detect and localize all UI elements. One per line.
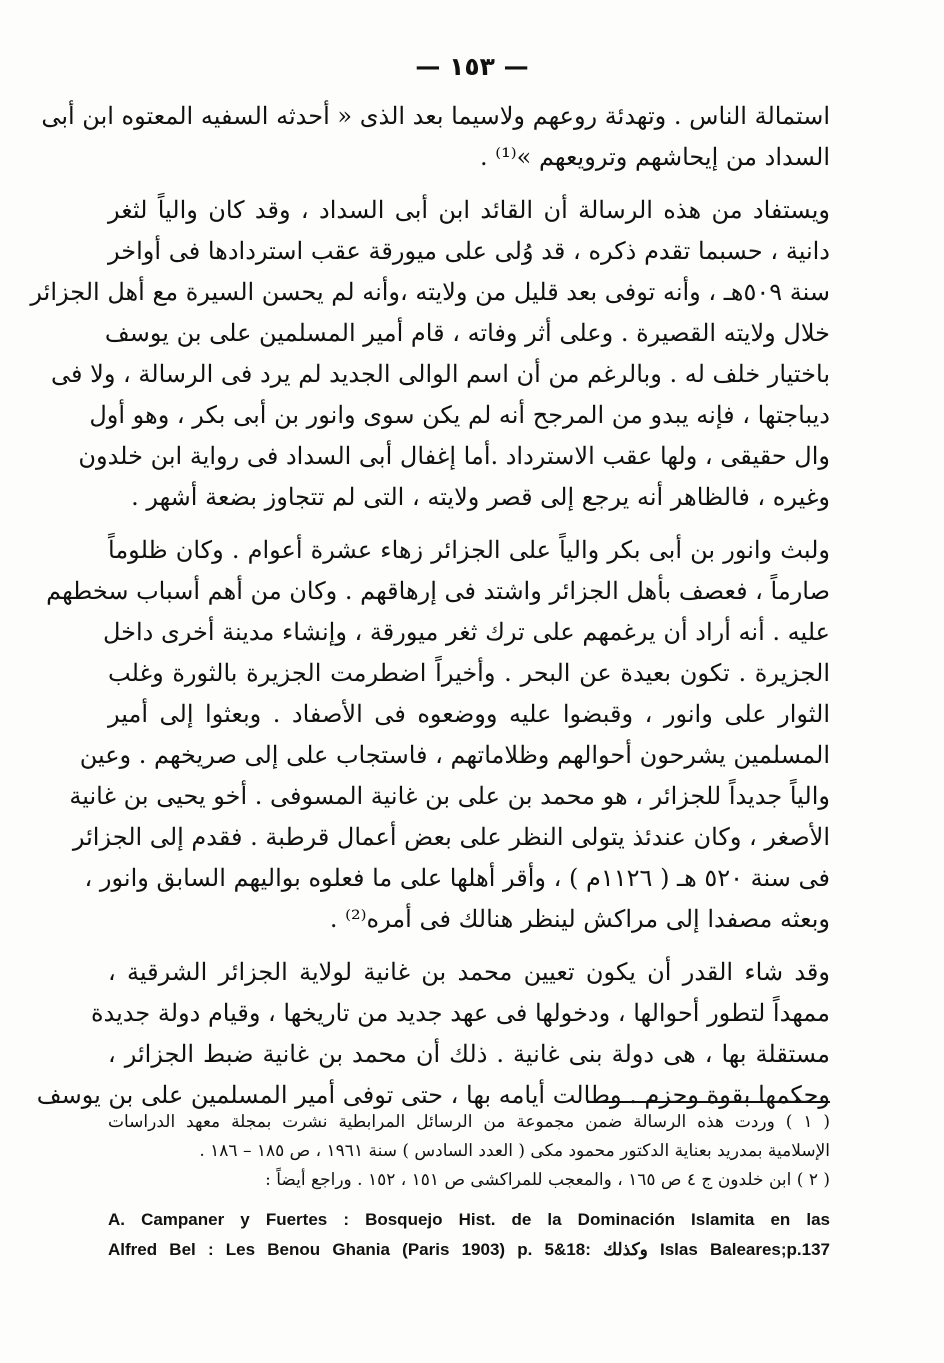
text-line: الثوار على وانور ، وقبضوا عليه ووضعوه فى الأصفاد . وبعثوا إلى أمير: [108, 700, 830, 728]
text-line: الأصغر ، وكان عندئذ يتولى النظر على بعض أعمال قرطبة . فقدم إلى الجزائر: [72, 823, 830, 851]
body-text: [30, 96, 830, 1116]
latin-reference-line: Alfred Bel : Les Benou Ghania (Paris 1903) p. 5&18: وكذلك Islas Baleares;p.137: [108, 1240, 831, 1259]
paragraph-gap: [108, 940, 830, 952]
footnote-line: ( ٢ ) ابن خلدون ج ٤ ص ١٦٥ ، والمعجب للمراكشى ص ١٥١ ، ١٥٢ . وراجع أيضاً :: [265, 1170, 830, 1190]
paragraph-gap: [108, 178, 830, 190]
paragraph: [36, 952, 830, 1116]
text-line: ويستفاد من هذه الرسالة أن القائد ابن أبى السداد ، وقد كان والياً لثغر: [108, 196, 830, 224]
text-line: المسلمين يشرحون أحوالهم وظلاماتهم ، فاستجاب على إلى صريخهم . وعين: [79, 741, 830, 769]
footnote-line: ( ١ ) وردت هذه الرسالة ضمن مجموعة من الرسائل المرابطية نشرت بمجلة معهد الدراسات: [108, 1112, 830, 1132]
text-line: ممهداً لتطور أحوالها ، ودخولها فى عهد جديد من تاريخها ، وقيام دولة جديدة: [90, 999, 830, 1027]
text-line: مستقلة بها ، هى دولة بنى غانية . ذلك أن محمد بن غانية ضبط الجزائر ،: [108, 1040, 830, 1068]
text-line: خلال ولايته القصيرة . وعلى أثر وفاته ، قام أمير المسلمين على بن يوسف: [104, 319, 830, 347]
text-line: وحكمها بقوة وحزم . وطالت أيامه بها ، حتى توفى أمير المسلمين على بن يوسف: [36, 1081, 830, 1109]
latin-reference-line: A. Campaner y Fuertes : Bosquejo Hist. de la Dominación Islamita en las: [108, 1210, 830, 1229]
footnote-separator: [587, 1101, 830, 1103]
text-line: الجزيرة . تكون بعيدة عن البحر . وأخيراً اضطرمت الجزيرة بالثورة وغلب: [108, 659, 830, 687]
text-line: وال حقيقى ، ولها عقب الاسترداد .أما إغفال أبى السداد فى رواية ابن خلدون: [78, 442, 830, 470]
text-line: وبعثه مصفدا إلى مراكش لينظر هنالك فى أمره⁽²⁾ .: [329, 905, 830, 933]
text-line: وغيره ، فالظاهر أنه يرجع إلى قصر ولايته ، التى لم تتجاوز بضعة أشهر .: [131, 483, 830, 511]
text-line: السداد من إيحاشهم وترويعهم »⁽¹⁾ .: [479, 143, 830, 171]
text-line: صارماً ، فعصف بأهل الجزائر واشتد فى إرهاقهم . وكان من أهم أسباب سخطهم: [46, 577, 830, 605]
paragraph-gap: [108, 518, 830, 530]
text-line: والياً جديداً للجزائر ، هو محمد بن على بن غانية المسوفى . أخو يحيى بن غانية: [69, 782, 830, 810]
footnotes: [108, 1108, 830, 1195]
text-line: ديباجتها ، فإنه يبدو من المرجح أنه لم يكن سوى وانور بن أبى بكر ، وهو أول: [89, 401, 830, 429]
text-line: استمالة الناس . وتهدئة روعهم ولاسيما بعد الذى « أحدثه السفيه المعتوه ابن أبى: [41, 102, 830, 130]
text-line: وقد شاء القدر أن يكون تعيين محمد بن غانية لولاية الجزائر الشرقية ،: [108, 958, 830, 986]
paragraph: [46, 530, 830, 940]
text-line: دانية ، حسبما تقدم ذكره ، قد وُلى على ميورقة عقب استردادها فى أواخر: [108, 237, 830, 265]
paragraph: [30, 190, 830, 518]
text-line: ولبث وانور بن أبى بكر والياً على الجزائر زهاء عشرة أعوام . وكان ظلوماً: [108, 536, 830, 564]
paragraph: [41, 96, 830, 178]
footnote-line: الإسلامية بمدريد بعناية الدكتور محمود مكى ( العدد السادس ) سنة ١٩٦١ ، ص ١٨٥ – ١٨٦ .: [199, 1141, 830, 1161]
text-line: عليه . أنه أراد أن يرغمهم على ترك ثغر ميورقة ، وإنشاء مدينة أخرى داخل: [102, 618, 830, 646]
text-line: سنة ٥٠٩هـ ، وأنه توفى بعد قليل من ولايته ،وأنه لم يحسن السيرة مع أهل الجزائر: [30, 278, 830, 306]
page-number: — ١٥٣ —: [415, 52, 529, 81]
text-line: باختيار خلف له . وبالرغم من أن اسم الوالى الجديد لم يرد فى الرسالة ، ولا فى: [51, 360, 830, 388]
text-line: فى سنة ٥٢٠ هـ ( ١١٢٦م ) ، وأقر أهلها على ما فعلوه بواليهم السابق وانور ،: [84, 864, 830, 892]
